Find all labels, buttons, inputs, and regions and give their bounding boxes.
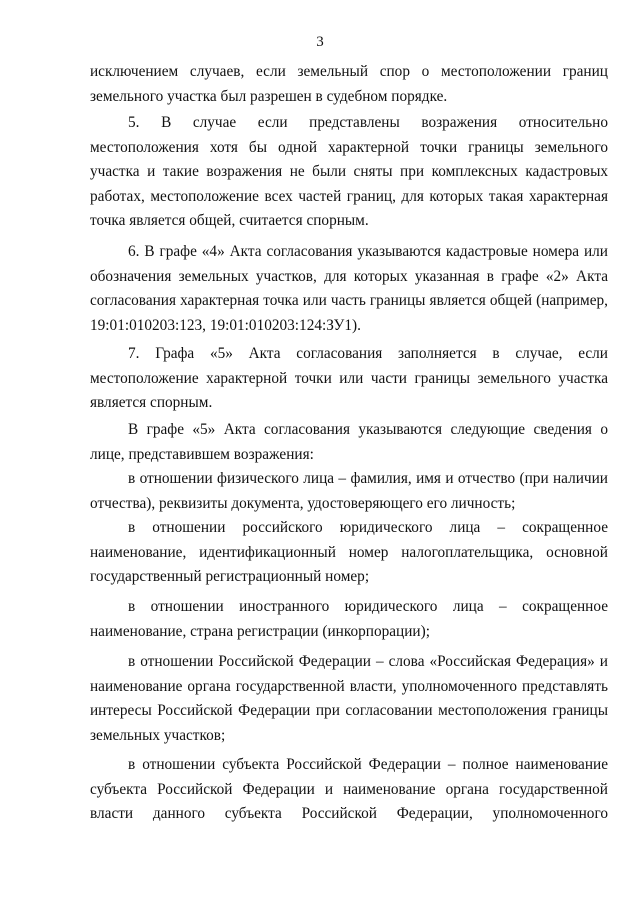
- list-item-russian-federation: в отношении Российской Федерации – слова «Российская Федерация» и наименование органа государственной власти, уполномоченного представлять интересы Российской Федерации при согласовании местоположения границы земельных участков;: [90, 653, 608, 744]
- paragraph-intro-list: В графе «5» Акта согласования указываются следующие сведения о лице, представившем возражения:: [90, 421, 608, 463]
- list-item-federal-subject: в отношении субъекта Российской Федерации – полное наименование субъекта Российской Федерации и наименование органа государственной власти данного субъекта Российской Федерации, уполномоченного: [90, 756, 608, 823]
- list-item-individual: в отношении физического лица – фамилия, имя и отчество (при наличии отчества), реквизиты документа, удостоверяющего его личность;: [90, 470, 608, 512]
- paragraph-item-6: 6. В графе «4» Акта согласования указываются кадастровые номера или обозначения земельных участков, для которых указанная в графе «2» Акта согласования характерная точка или часть границы является общей (например, 19:01:010203:123, 19:01:010203:124:ЗУ1).: [90, 243, 608, 334]
- list-item-russian-legal-entity: в отношении российского юридического лица – сокращенное наименование, идентификационный номер налогоплательщика, основной государственный регистрационный номер;: [90, 519, 608, 586]
- paragraph-item-7: 7. Графа «5» Акта согласования заполняется в случае, если местоположение характерной точки или части границы земельного участка является спорным.: [90, 345, 608, 412]
- paragraph-item-5: 5. В случае если представлены возражения относительно местоположения хотя бы одной характерной точки границы земельного участка и такие возражения не были сняты при комплексных кадастровых работах, местоположение всех частей границ, для которых такая характерная точка является общей, считается спорным.: [90, 114, 608, 230]
- paragraph-continuation: исключением случаев, если земельный спор о местоположении границ земельного участка был разрешен в судебном порядке.: [90, 63, 608, 105]
- page-number: 3: [316, 34, 324, 50]
- list-item-foreign-legal-entity: в отношении иностранного юридического лица – сокращенное наименование, страна регистрации (инкорпорации);: [90, 598, 608, 640]
